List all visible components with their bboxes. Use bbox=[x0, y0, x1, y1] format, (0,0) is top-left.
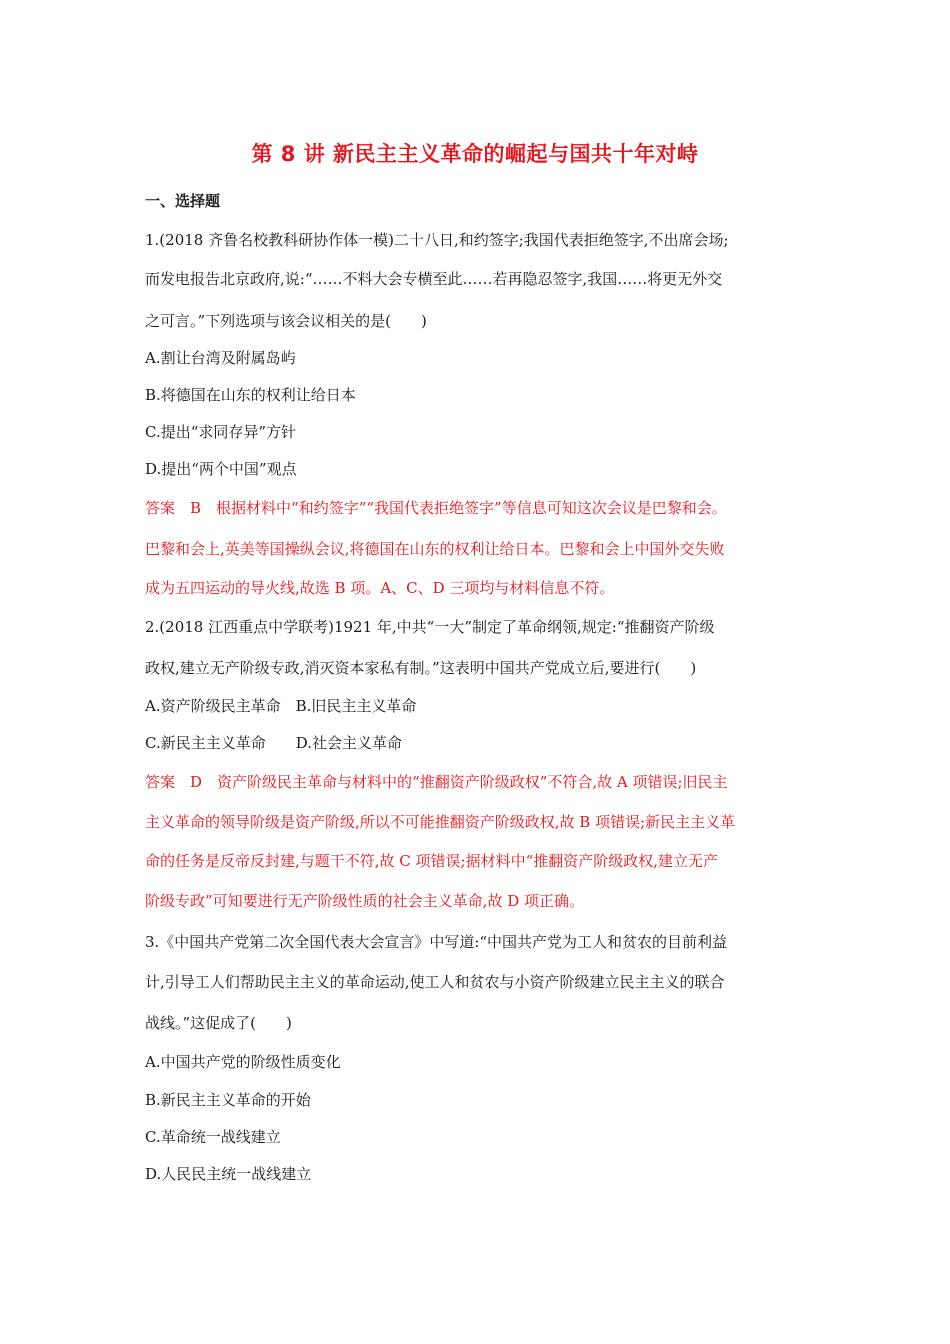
answer-line: 答案 B 根据材料中“和约签字”“我国代表拒绝签字”等信息可知这次会议是巴黎和会。 bbox=[145, 499, 727, 517]
section-heading: 一、选择题 bbox=[145, 192, 221, 210]
answer-line: 阶级专政”可知要进行无产阶级性质的社会主义革命,故 D 项正确。 bbox=[145, 892, 585, 910]
answer-line: 主义革命的领导阶级是资产阶级,所以不可能推翻资产阶级政权,故 B 项错误;新民主主义革 bbox=[145, 813, 736, 831]
question-line: B.将德国在山东的权利让给日本 bbox=[145, 386, 356, 404]
question-line: 1.(2018 齐鲁名校教科研协作体一模)二十八日,和约签字;我国代表拒绝签字,不出席会场; bbox=[145, 231, 729, 249]
answer-line: 答案 D 资产阶级民主革命与材料中的“推翻资产阶级政权”不符合,故 A 项错误;旧民主 bbox=[145, 773, 728, 791]
question-line: 政权,建立无产阶级专政,消灭资本家私有制。”这表明中国共产党成立后,要进行( ) bbox=[145, 659, 697, 677]
question-line: 计,引导工人们帮助民主主义的革命运动,使工人和贫农与小资产阶级建立民主主义的联合 bbox=[145, 973, 725, 991]
question-line: D.人民民主统一战线建立 bbox=[145, 1165, 312, 1183]
question-line: A.资产阶级民主革命 B.旧民主主义革命 bbox=[145, 697, 417, 715]
page-title: 第 8 讲 新民主主义革命的崛起与国共十年对峙 bbox=[251, 142, 699, 166]
question-line: 战线。”这促成了( ) bbox=[145, 1014, 292, 1032]
question-line: 之可言。”下列选项与该会议相关的是( ) bbox=[145, 312, 427, 330]
question-line: C.革命统一战线建立 bbox=[145, 1128, 281, 1146]
question-line: A.割让台湾及附属岛屿 bbox=[145, 349, 296, 367]
question-line: B.新民主主义革命的开始 bbox=[145, 1091, 311, 1109]
question-line: 3.《中国共产党第二次全国代表大会宣言》中写道:“中国共产党为工人和贫农的目前利益 bbox=[145, 933, 728, 951]
question-line: C.新民主主义革命 D.社会主义革命 bbox=[145, 734, 402, 752]
answer-line: 成为五四运动的导火线,故选 B 项。A、C、D 三项均与材料信息不符。 bbox=[145, 579, 615, 597]
answer-line: 巴黎和会上,英美等国操纵会议,将德国在山东的权利让给日本。巴黎和会上中国外交失败 bbox=[145, 540, 725, 558]
question-line: A.中国共产党的阶级性质变化 bbox=[145, 1053, 341, 1071]
question-line: 而发电报告北京政府,说:“……不料大会专横至此……若再隐忍签字,我国……将更无外交 bbox=[145, 270, 723, 288]
answer-line: 命的任务是反帝反封建,与题干不符,故 C 项错误;据材料中“推翻资产阶级政权,建立无产 bbox=[145, 852, 719, 870]
question-line: D.提出“两个中国”观点 bbox=[145, 460, 297, 478]
question-line: C.提出“求同存异”方针 bbox=[145, 423, 297, 441]
question-line: 2.(2018 江西重点中学联考)1921 年,中共“一大”制定了革命纲领,规定:“推翻资产阶级 bbox=[145, 618, 715, 636]
